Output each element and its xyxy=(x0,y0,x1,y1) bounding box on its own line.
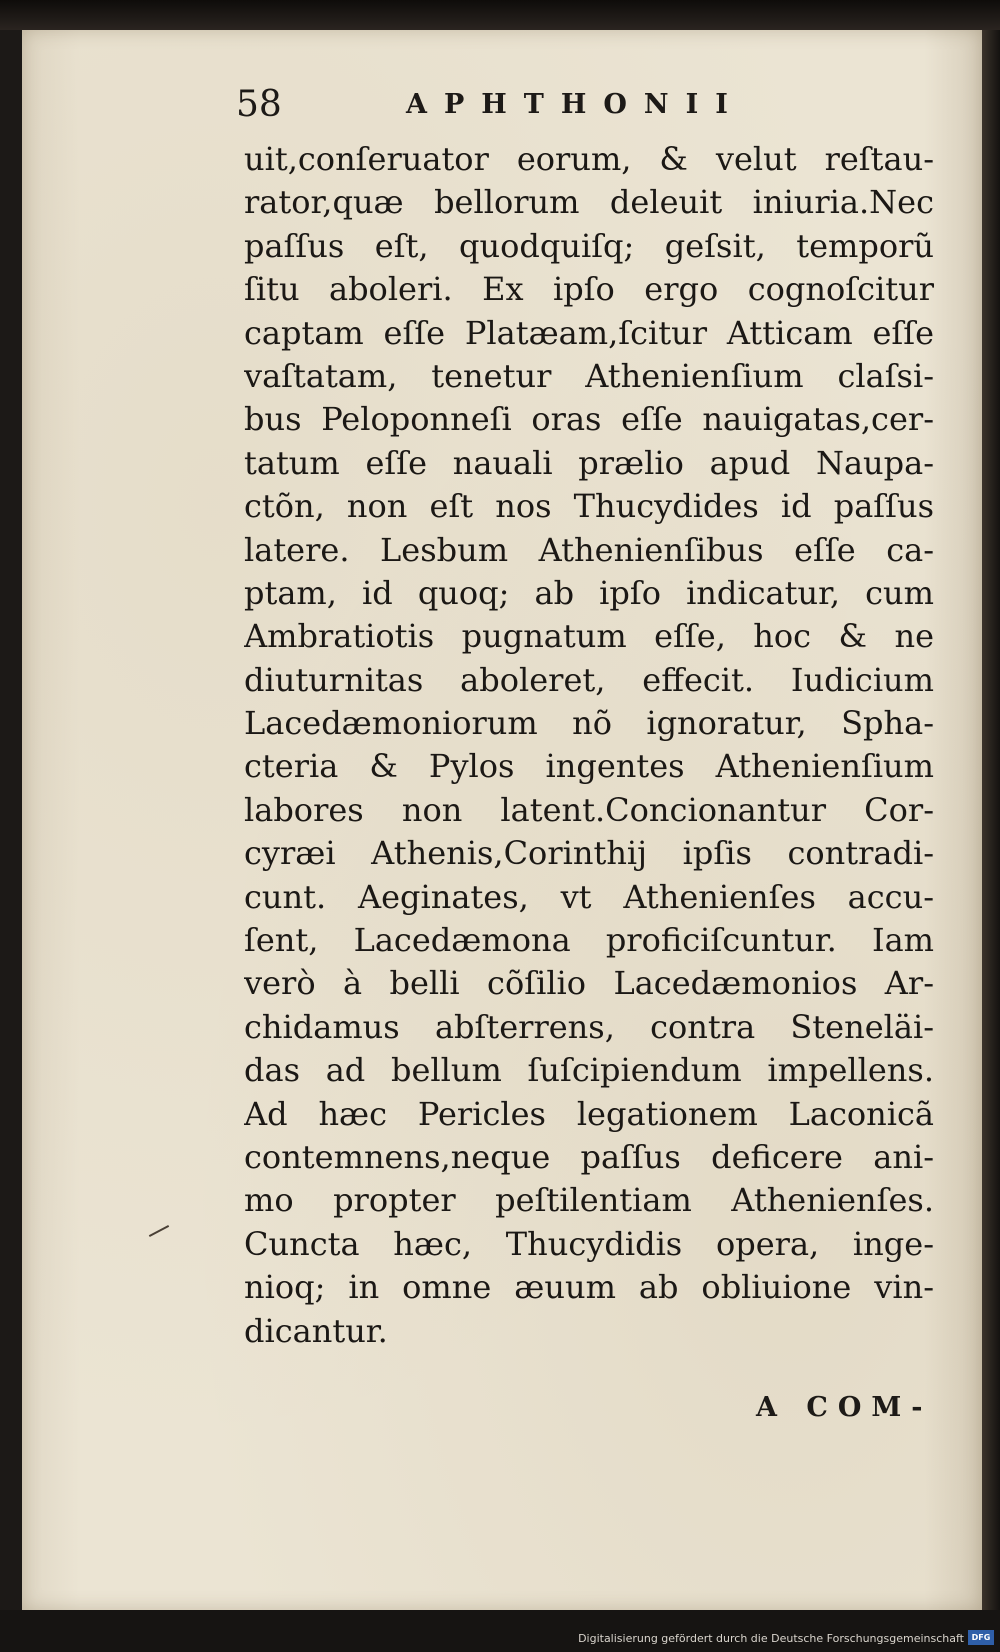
text-line: uit,conſeruator eorum, & velut reſtau- xyxy=(244,140,934,178)
text-line: Ad hæc Pericles legationem Laconicã xyxy=(244,1094,934,1133)
page-gutter-edge xyxy=(982,30,1000,1610)
text-line: paſſus eſt, quodquiſq; geſsit, temporũ xyxy=(244,226,934,265)
text-line: dicantur. xyxy=(244,1311,388,1350)
text-line: verò à belli cõſilio Lacedæmonios Ar- xyxy=(244,964,934,1003)
text-line: cteria & Pylos ingentes Athenienſium xyxy=(244,747,934,786)
catchword: A COM- xyxy=(756,1392,933,1423)
running-head: APHTHONII xyxy=(406,89,745,120)
text-line: Cuncta hæc, Thucydidis opera, inge- xyxy=(244,1224,934,1263)
page-number: 58 xyxy=(236,84,282,125)
text-line: contemnens,neque paſſus deficere ani- xyxy=(244,1137,934,1176)
text-line: chidamus abſterrens, contra Steneläi- xyxy=(244,1007,934,1046)
body-text-block xyxy=(244,138,934,1353)
scan-bottom-band xyxy=(0,1610,1000,1652)
text-line: ſent, Lacedæmona proficiſcuntur. Iam xyxy=(244,921,934,960)
text-line: Lacedæmoniorum nõ ignoratur, Spha- xyxy=(244,704,934,743)
text-line: ptam, id quoq; ab ipſo indicatur, cum xyxy=(244,573,934,612)
text-line: ſitu aboleri. Ex ipſo ergo cognoſcitur xyxy=(244,270,934,309)
text-line: nioq; in omne æuum ab obliuione vin- xyxy=(244,1268,934,1307)
text-line: cyræi Athenis,Corinthij ipſis contradi- xyxy=(244,834,934,873)
text-line: Ambratiotis pugnatum eſſe, hoc & ne xyxy=(244,617,934,656)
text-line: labores non latent.Concionantur Cor- xyxy=(244,790,934,829)
text-line: tatum eſſe nauali prælio apud Naupa- xyxy=(244,443,934,482)
digitization-credit: Digitalisierung gefördert durch die Deutsche Forschungsgemeinschaft xyxy=(578,1632,964,1645)
text-line: bus Peloponneſi oras eſſe nauigatas,cer- xyxy=(244,400,934,439)
dfg-logo: DFG xyxy=(968,1630,994,1645)
text-line: das ad bellum ſuſcipiendum impellens. xyxy=(244,1051,934,1090)
scan-top-edge xyxy=(0,0,1000,30)
page-header xyxy=(236,80,746,130)
text-line: latere. Lesbum Athenienſibus eſſe ca- xyxy=(244,530,934,569)
text-line: rator,quæ bellorum deleuit iniuria.Nec xyxy=(244,183,934,222)
text-line: ctõn, non eſt nos Thucydides id paſſus xyxy=(244,487,934,526)
text-line: vaſtatam, tenetur Athenienſium claſsi- xyxy=(244,356,934,395)
text-line: mo propter peſtilentiam Athenienſes. xyxy=(244,1181,934,1220)
text-line: captam eſſe Platæam,ſcitur Atticam eſſe xyxy=(244,313,934,352)
text-line: cunt. Aeginates, vt Athenienſes accu- xyxy=(244,877,934,916)
text-line: diuturnitas aboleret, effecit. Iudicium xyxy=(244,660,934,699)
